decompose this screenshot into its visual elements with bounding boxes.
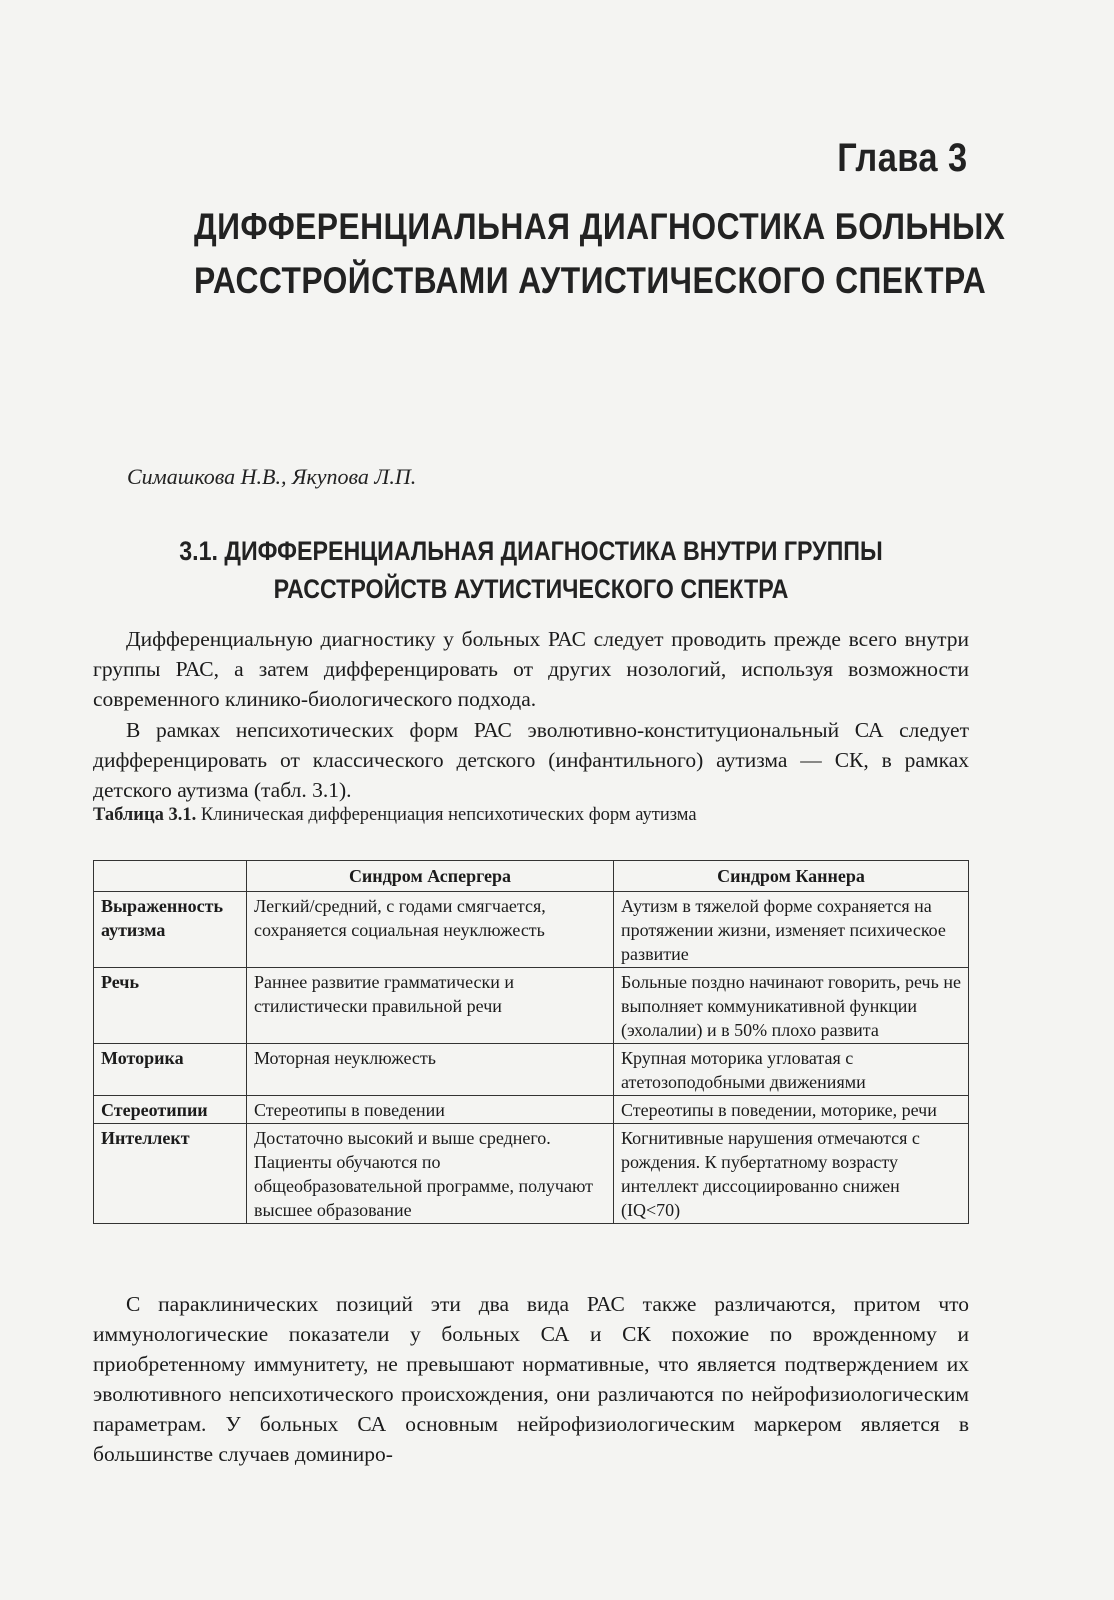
- chapter-title-line: РАССТРОЙСТВАМИ АУТИСТИЧЕСКОГО СПЕКТРА: [194, 260, 987, 301]
- table-caption: [93, 805, 697, 826]
- asperger-cell: Моторная неуклюжесть: [247, 1044, 614, 1096]
- paragraph: С параклинических позиций эти два вида РАС также различаются, притом что иммунологические показатели у больных СА и СК похожие по врожденному и приобретенному иммунитету, не превышают нормативные, что является подтверждением их эволютивного непсихотического происхождения, они различаются по нейрофизиологическим параметрам. У больных СА основным нейрофизиологическим маркером является в большинстве случаев доминиро-: [93, 1292, 969, 1466]
- table-row: [94, 892, 969, 968]
- authors: Симашкова Н.В., Якупова Л.П.: [127, 464, 417, 489]
- table-header-cell: Синдром Каннера: [614, 861, 969, 892]
- chapter-label: Глава 3: [837, 136, 968, 180]
- table-row: [94, 1096, 969, 1124]
- table-header-row: [94, 861, 969, 892]
- asperger-cell: Раннее развитие грамматически и стилистически правильной речи: [247, 968, 614, 1044]
- section-title-line: 3.1. ДИФФЕРЕНЦИАЛЬНАЯ ДИАГНОСТИКА ВНУТРИ ГРУППЫ: [179, 536, 883, 566]
- table-row: [94, 968, 969, 1044]
- table-row: [94, 1044, 969, 1096]
- kanner-cell: Стереотипы в поведении, моторике, речи: [614, 1096, 969, 1124]
- chapter-title-line: ДИФФЕРЕНЦИАЛЬНАЯ ДИАГНОСТИКА БОЛЬНЫХ: [194, 206, 1006, 247]
- row-header-cell: Стереотипии: [94, 1096, 247, 1124]
- table-row: [94, 1124, 969, 1224]
- paragraph: Дифференциальную диагностику у больных РАС следует проводить прежде всего внутри группы РАС, а затем дифференцировать от других нозологий, используя возможности современного клинико-биологического подхода.: [93, 627, 969, 711]
- kanner-cell: Крупная моторика угловатая с атетозоподобными движениями: [614, 1044, 969, 1096]
- section-title: [93, 532, 969, 608]
- kanner-cell: Больные поздно начинают говорить, речь не выполняет коммуникативной функции (эхолалии) и в 50% плохо развита: [614, 968, 969, 1044]
- table-header-cell: [94, 861, 247, 892]
- asperger-cell: Легкий/средний, с годами смягчается, сохраняется социальная неуклюжесть: [247, 892, 614, 968]
- row-header-cell: Выраженность аутизма: [94, 892, 247, 968]
- comparison-table: [93, 860, 969, 1224]
- asperger-cell: Достаточно высокий и выше среднего. Пациенты обучаются по общеобразовательной программе, получают высшее образование: [247, 1124, 614, 1224]
- table-caption-label: Таблица 3.1.: [93, 805, 197, 825]
- chapter-title: [68, 200, 1006, 308]
- section-title-line: РАССТРОЙСТВ АУТИСТИЧЕСКОГО СПЕКТРА: [273, 574, 789, 604]
- kanner-cell: Аутизм в тяжелой форме сохраняется на протяжении жизни, изменяет психическое развитие: [614, 892, 969, 968]
- kanner-cell: Когнитивные нарушения отмечаются с рождения. К пубертатному возрасту интеллект диссоциированно снижен (IQ<70): [614, 1124, 969, 1224]
- asperger-cell: Стереотипы в поведении: [247, 1096, 614, 1124]
- row-header-cell: Речь: [94, 968, 247, 1044]
- table-caption-text: Клиническая дифференциация непсихотических форм аутизма: [196, 805, 697, 825]
- row-header-cell: Интеллект: [94, 1124, 247, 1224]
- row-header-cell: Моторика: [94, 1044, 247, 1096]
- table-header-cell: Синдром Аспергера: [247, 861, 614, 892]
- paragraph: В рамках непсихотических форм РАС эволютивно-конституциональный СА следует дифференцировать от классического детского (инфантильного) аутизма — СК, в рамках детского аутизма (табл. 3.1).: [93, 718, 969, 802]
